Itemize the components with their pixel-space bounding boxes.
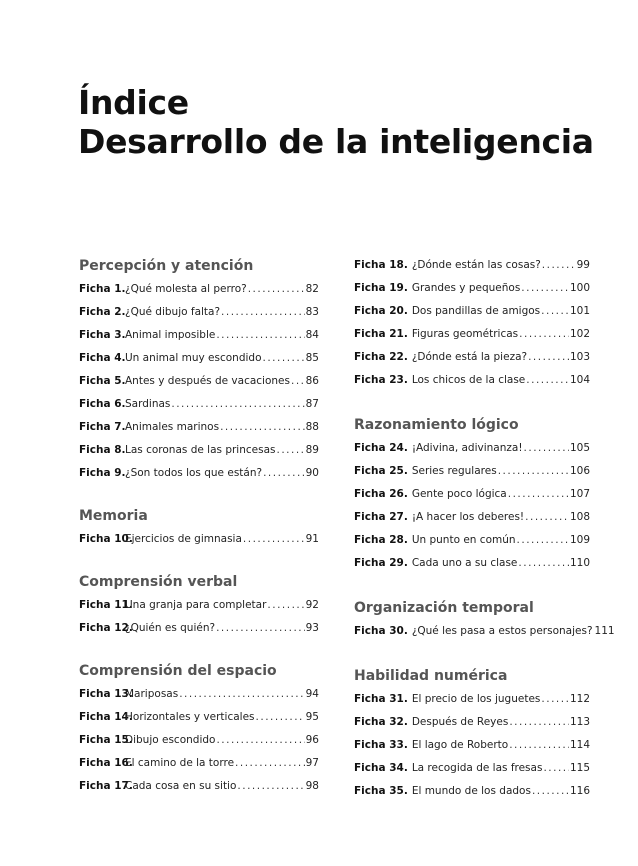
dot-leader	[216, 324, 304, 347]
index-entry	[354, 688, 590, 711]
entry-page-number: 86	[305, 375, 319, 387]
entry-title: Sardinas	[125, 398, 171, 410]
section-list-verbal	[79, 594, 319, 640]
index-entry	[354, 529, 590, 552]
entry-ficha-number: Ficha 22.	[354, 351, 408, 363]
entry-title: Una granja para completar	[125, 599, 267, 611]
entry-page-number: 113	[569, 716, 590, 728]
dot-leader	[263, 347, 305, 370]
dot-leader	[179, 683, 304, 706]
entry-title: Ejercicios de gimnasia	[125, 533, 242, 545]
entry-ficha-number: Ficha 34.	[354, 762, 408, 774]
index-entry	[79, 617, 319, 640]
dot-leader	[216, 617, 305, 640]
entry-ficha-number: Ficha 5.	[79, 375, 126, 387]
entry-title: ¿Son todos los que están?	[125, 467, 263, 479]
entry-title: ¿Qué les pasa a estos personajes?	[411, 625, 593, 637]
dot-leader	[267, 594, 304, 617]
index-entry	[354, 711, 590, 734]
entry-ficha-number: Ficha 20.	[354, 305, 408, 317]
entry-title: ¿Qué dibujo falta?	[125, 306, 221, 318]
index-entry	[354, 323, 590, 346]
entry-ficha-number: Ficha 18.	[354, 259, 408, 271]
section-heading-razonamiento: Razonamiento lógico	[354, 417, 519, 433]
entry-page-number: 94	[305, 688, 319, 700]
entry-title: Antes y después de vacaciones	[125, 375, 290, 387]
entry-ficha-number: Ficha 33.	[354, 739, 408, 751]
index-entry	[79, 775, 319, 798]
section-heading-percepcion: Percepción y atención	[79, 258, 254, 274]
dot-leader	[517, 529, 569, 552]
entry-page-number: 106	[569, 465, 590, 477]
index-entry	[354, 369, 590, 392]
index-entry	[354, 483, 590, 506]
entry-page-number: 104	[569, 374, 590, 386]
entry-page-number: 98	[305, 780, 319, 792]
entry-page-number: 112	[569, 693, 590, 705]
entry-title: Cada cosa en su sitio	[125, 780, 237, 792]
entry-title: El camino de la torre	[125, 757, 235, 769]
index-entry	[354, 734, 590, 757]
entry-ficha-number: Ficha 31.	[354, 693, 408, 705]
entry-page-number: 85	[305, 352, 319, 364]
index-entry	[79, 324, 319, 347]
entry-title: Un punto en común	[411, 534, 516, 546]
entry-ficha-number: Ficha 10.	[79, 533, 133, 545]
index-entry	[354, 460, 590, 483]
page-title	[78, 84, 594, 162]
entry-title: El mundo de los dados	[411, 785, 531, 797]
entry-ficha-number: Ficha 30.	[354, 625, 408, 637]
index-entry	[354, 506, 590, 529]
dot-leader	[171, 393, 304, 416]
dot-leader	[237, 775, 304, 798]
entry-title: Mariposas	[125, 688, 179, 700]
entry-page-number: 105	[569, 442, 590, 454]
entry-page-number: 88	[305, 421, 319, 433]
entry-title: Grandes y pequeños	[411, 282, 521, 294]
entry-title: Después de Reyes	[411, 716, 509, 728]
entry-ficha-number: Ficha 6.	[79, 398, 126, 410]
dot-leader	[276, 439, 304, 462]
entry-ficha-number: Ficha 32.	[354, 716, 408, 728]
entry-page-number: 93	[305, 622, 319, 634]
dot-leader	[221, 301, 305, 324]
entry-page-number: 99	[576, 259, 590, 271]
entry-page-number: 114	[569, 739, 590, 751]
entry-ficha-number: Ficha 12.	[79, 622, 133, 634]
entry-page-number: 96	[305, 734, 319, 746]
entry-page-number: 84	[305, 329, 319, 341]
entry-page-number: 87	[305, 398, 319, 410]
dot-leader	[235, 752, 305, 775]
entry-page-number: 116	[569, 785, 590, 797]
index-entry	[354, 300, 590, 323]
section-list-memoria	[79, 528, 319, 551]
index-entry	[79, 416, 319, 439]
section-list-continuacion	[354, 254, 590, 392]
dot-leader	[263, 462, 305, 485]
entry-page-number: 102	[569, 328, 590, 340]
dot-leader	[216, 729, 304, 752]
section-list-razonamiento	[354, 437, 590, 575]
section-list-numerica	[354, 688, 590, 803]
entry-title: Dos pandillas de amigos	[411, 305, 541, 317]
dot-leader	[528, 346, 569, 369]
entry-ficha-number: Ficha 4.	[79, 352, 126, 364]
index-entry	[79, 706, 319, 729]
entry-title: Los chicos de la clase	[411, 374, 526, 386]
entry-page-number: 95	[305, 711, 319, 723]
entry-title: ¿Dónde están las cosas?	[411, 259, 541, 271]
index-entry	[354, 346, 590, 369]
index-entry	[354, 254, 590, 277]
entry-title: Cada uno a su clase	[411, 557, 518, 569]
section-heading-espacio: Comprensión del espacio	[79, 663, 277, 679]
index-entry	[79, 393, 319, 416]
dot-leader	[220, 416, 305, 439]
dot-leader	[509, 711, 569, 734]
entry-ficha-number: Ficha 1.	[79, 283, 126, 295]
right-column	[354, 254, 615, 803]
entry-ficha-number: Ficha 8.	[79, 444, 126, 456]
index-entry	[354, 437, 590, 460]
index-entry	[79, 301, 319, 324]
dot-leader	[243, 528, 305, 551]
entry-ficha-number: Ficha 26.	[354, 488, 408, 500]
entry-title: Horizontales y verticales	[125, 711, 255, 723]
entry-page-number: 97	[305, 757, 319, 769]
index-entry	[79, 370, 319, 393]
dot-leader	[541, 688, 569, 711]
entry-ficha-number: Ficha 27.	[354, 511, 408, 523]
entry-ficha-number: Ficha 11.	[79, 599, 133, 611]
dot-leader	[519, 323, 569, 346]
entry-title: La recogida de las fresas	[411, 762, 543, 774]
entry-page-number: 103	[569, 351, 590, 363]
index-entry	[354, 620, 615, 643]
dot-leader	[508, 483, 569, 506]
entry-page-number: 90	[305, 467, 319, 479]
section-list-espacio	[79, 683, 319, 798]
entry-title: Dibujo escondido	[125, 734, 216, 746]
entry-page-number: 115	[569, 762, 590, 774]
index-entry	[79, 347, 319, 370]
entry-title: ¿Dónde está la pieza?	[411, 351, 528, 363]
entry-page-number: 100	[569, 282, 590, 294]
section-list-temporal	[354, 620, 615, 643]
entry-ficha-number: Ficha 16.	[79, 757, 133, 769]
entry-title: ¡A hacer los deberes!	[411, 511, 525, 523]
entry-page-number: 110	[569, 557, 590, 569]
entry-page-number: 89	[305, 444, 319, 456]
index-entry	[354, 277, 590, 300]
index-entry	[79, 594, 319, 617]
entry-page-number: 91	[305, 533, 319, 545]
index-entry	[79, 683, 319, 706]
entry-title: ¿Quién es quién?	[125, 622, 216, 634]
entry-ficha-number: Ficha 25.	[354, 465, 408, 477]
dot-leader	[543, 757, 569, 780]
entry-title: Series regulares	[411, 465, 497, 477]
entry-page-number: 107	[569, 488, 590, 500]
entry-ficha-number: Ficha 2.	[79, 306, 126, 318]
entry-title: El lago de Roberto	[411, 739, 509, 751]
entry-page-number: 92	[305, 599, 319, 611]
left-column	[79, 254, 319, 798]
entry-ficha-number: Ficha 3.	[79, 329, 126, 341]
title-line-2: Desarrollo de la inteligencia	[78, 121, 594, 161]
entry-ficha-number: Ficha 13.	[79, 688, 133, 700]
entry-ficha-number: Ficha 15.	[79, 734, 133, 746]
dot-leader	[256, 706, 305, 729]
entry-ficha-number: Ficha 21.	[354, 328, 408, 340]
title-line-1: Índice	[78, 83, 189, 122]
entry-title: Gente poco lógica	[411, 488, 507, 500]
entry-ficha-number: Ficha 14.	[79, 711, 133, 723]
entry-ficha-number: Ficha 19.	[354, 282, 408, 294]
dot-leader	[524, 437, 569, 460]
dot-leader	[498, 460, 569, 483]
index-entry	[79, 462, 319, 485]
entry-ficha-number: Ficha 9.	[79, 467, 126, 479]
index-entry	[79, 729, 319, 752]
entry-title: Un animal muy escondido	[125, 352, 262, 364]
dot-leader	[291, 370, 305, 393]
entry-title: ¡Adivina, adivinanza!	[411, 442, 523, 454]
entry-page-number: 111	[594, 625, 615, 637]
index-entry	[354, 552, 590, 575]
index-entry	[79, 752, 319, 775]
section-heading-memoria: Memoria	[79, 508, 148, 524]
entry-ficha-number: Ficha 23.	[354, 374, 408, 386]
dot-leader	[542, 254, 576, 277]
entry-page-number: 101	[569, 305, 590, 317]
section-heading-temporal: Organización temporal	[354, 600, 534, 616]
index-entry	[354, 757, 590, 780]
entry-page-number: 82	[305, 283, 319, 295]
dot-leader	[532, 780, 569, 803]
entry-title: Las coronas de las princesas	[125, 444, 276, 456]
entry-title: Figuras geométricas	[411, 328, 519, 340]
dot-leader	[541, 300, 569, 323]
dot-leader	[526, 369, 569, 392]
entry-title: Animal imposible	[125, 329, 216, 341]
dot-leader	[525, 506, 569, 529]
index-entry	[354, 780, 590, 803]
dot-leader	[509, 734, 569, 757]
index-entry	[79, 439, 319, 462]
entry-ficha-number: Ficha 35.	[354, 785, 408, 797]
entry-page-number: 83	[305, 306, 319, 318]
dot-leader	[521, 277, 569, 300]
entry-ficha-number: Ficha 17.	[79, 780, 133, 792]
entry-title: Animales marinos	[125, 421, 220, 433]
section-heading-verbal: Comprensión verbal	[79, 574, 238, 590]
entry-page-number: 109	[569, 534, 590, 546]
dot-leader	[248, 278, 305, 301]
entry-ficha-number: Ficha 24.	[354, 442, 408, 454]
section-list-percepcion	[79, 278, 319, 485]
index-entry	[79, 528, 319, 551]
entry-title: El precio de los juguetes	[411, 693, 541, 705]
entry-page-number: 108	[569, 511, 590, 523]
entry-ficha-number: Ficha 28.	[354, 534, 408, 546]
entry-ficha-number: Ficha 29.	[354, 557, 408, 569]
index-entry	[79, 278, 319, 301]
dot-leader	[518, 552, 569, 575]
entry-title: ¿Qué molesta al perro?	[125, 283, 247, 295]
section-heading-numerica: Habilidad numérica	[354, 668, 508, 684]
entry-ficha-number: Ficha 7.	[79, 421, 126, 433]
